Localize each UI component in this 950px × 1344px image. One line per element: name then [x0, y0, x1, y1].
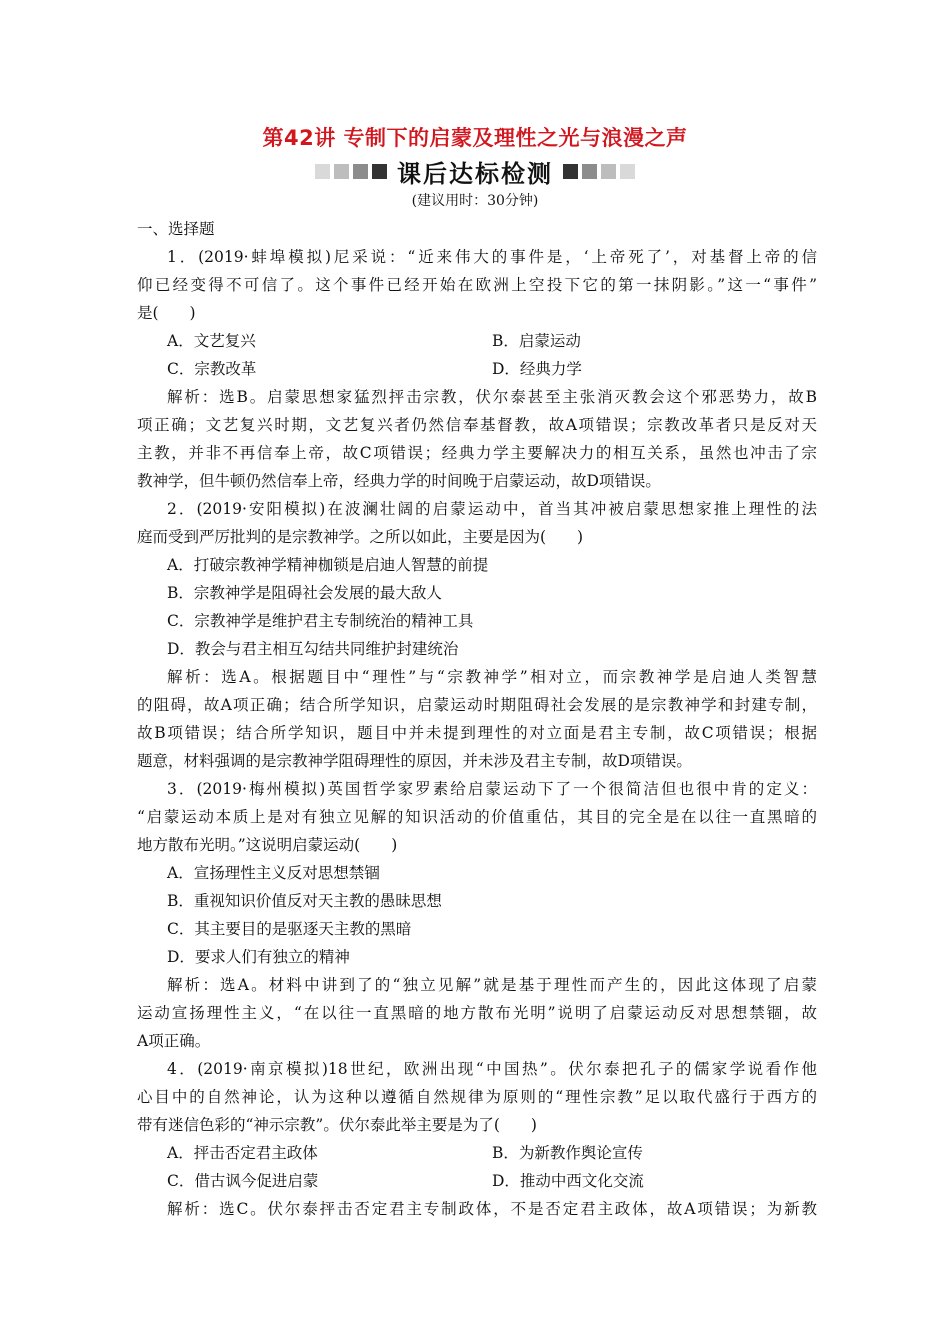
section-banner — [0, 156, 950, 186]
question-3-analysis: 解析：选A。材料中讲到了的“独立见解”就是基于理性而产生的，因此这体现了启蒙 — [167, 976, 817, 994]
banner-title: 课后达标检测 — [397, 159, 553, 188]
question-1-analysis: 解析：选B。启蒙思想家猛烈抨击宗教，伏尔泰甚至主张消灭教会这个邪恶势力，故B — [167, 388, 817, 406]
question-2-analysis: 的阻碍，故A项正确；结合所学知识，启蒙运动时期阻碍社会发展的是宗教神学和封建专制， — [137, 696, 817, 714]
option-b: B．启蒙运动 — [492, 332, 581, 350]
banner-decoration-left — [315, 164, 387, 179]
question-1-analysis: 教神学，但牛顿仍然信奉上帝，经典力学的时间晚于启蒙运动，故D项错误。 — [137, 472, 661, 490]
question-3-text: 地方散布光明。”这说明启蒙运动( ) — [137, 836, 398, 854]
question-1-analysis: 项正确；文艺复兴时期，文艺复兴者仍然信奉基督教，故A项错误；宗教改革者只是反对天 — [137, 416, 817, 434]
question-1-text: 仰已经变得不可信了。这个事件已经开始在欧洲上空投下它的第一抹阴影。”这一“事件” — [137, 276, 817, 294]
option-d: D．经典力学 — [492, 360, 582, 378]
question-4-text: 带有迷信色彩的“神示宗教”。伏尔泰此举主要是为了( ) — [137, 1116, 537, 1134]
option-a: A．抨击否定君主政体 — [167, 1144, 318, 1162]
suggested-time: (建议用时：30分钟) — [411, 193, 539, 209]
question-1-analysis: 主教，并非不再信奉上帝，故C项错误；经典力学主要解决力的相互关系，虽然也冲击了宗 — [137, 444, 817, 462]
question-2-analysis: 故B项错误；结合所学知识，题目中并未提到理性的对立面是君主专制，故C项错误；根据 — [137, 724, 817, 742]
option-c: C．其主要目的是驱逐天主教的黑暗 — [167, 920, 412, 938]
option-a: A．打破宗教神学精神枷锁是启迪人智慧的前提 — [167, 556, 489, 574]
question-4-text: 心目中的自然神论，认为这种以遵循自然规律为原则的“理性宗教”足以取代盛行于西方的 — [137, 1088, 817, 1106]
question-content — [137, 215, 817, 1223]
question-1-text: 1．(2019·蚌埠模拟)尼采说：“近来伟大的事件是，‘上帝死了’，对基督上帝的信 — [167, 248, 817, 266]
option-a: A．宣扬理性主义反对思想禁锢 — [167, 864, 380, 882]
question-4-analysis: 解析：选C。伏尔泰抨击否定君主专制政体，不是否定君主政体，故A项错误；为新教 — [167, 1200, 817, 1218]
option-d: D．推动中西文化交流 — [492, 1172, 644, 1190]
option-b: B．重视知识价值反对天主教的愚昧思想 — [167, 892, 442, 910]
question-3-text: “启蒙运动本质上是对有独立见解的知识活动的价值重估，其目的完全是在以往一直黑暗的 — [137, 808, 817, 826]
question-2-text: 2．(2019·安阳模拟)在波澜壮阔的启蒙运动中，首当其冲被启蒙思想家推上理性的法 — [167, 500, 817, 518]
option-a: A．文艺复兴 — [167, 332, 256, 350]
question-3-analysis: 运动宣扬理性主义，“在以往一直黑暗的地方散布光明”说明了启蒙运动反对思想禁锢，故 — [137, 1004, 817, 1022]
banner-decoration-right — [563, 164, 635, 179]
option-c: C．宗教神学是维护君主专制统治的精神工具 — [167, 612, 474, 630]
question-1-text: 是( ) — [137, 304, 196, 322]
option-c: C．借古讽今促进启蒙 — [167, 1172, 319, 1190]
question-2-text: 庭而受到严厉批判的是宗教神学。之所以如此，主要是因为( ) — [137, 528, 584, 546]
option-c: C．宗教改革 — [167, 360, 257, 378]
question-3-analysis: A项正确。 — [137, 1032, 211, 1050]
section-heading: 一、选择题 — [137, 220, 215, 238]
question-1-options-row — [137, 355, 817, 383]
option-b: B．为新教作舆论宣传 — [492, 1144, 643, 1162]
option-d: D．教会与君主相互勾结共同维护封建统治 — [167, 640, 459, 658]
option-b: B．宗教神学是阻碍社会发展的最大敌人 — [167, 584, 442, 602]
lesson-title: 第42讲 专制下的启蒙及理性之光与浪漫之声 — [262, 126, 688, 150]
question-3-text: 3．(2019·梅州模拟)英国哲学家罗素给启蒙运动下了一个很简洁但也很中肯的定义： — [167, 780, 817, 798]
question-2-analysis: 题意，材料强调的是宗教神学阻碍理性的原因，并未涉及君主专制，故D项错误。 — [137, 752, 692, 770]
question-4-options-row — [137, 1167, 817, 1195]
question-4-text: 4．(2019·南京模拟)18世纪，欧洲出现“中国热”。伏尔泰把孔子的儒家学说看作他 — [167, 1060, 817, 1078]
question-2-analysis: 解析：选A。根据题目中“理性”与“宗教神学”相对立，而宗教神学是启迪人类智慧 — [167, 668, 817, 686]
question-1-options-row — [137, 327, 817, 355]
option-d: D．要求人们有独立的精神 — [167, 948, 350, 966]
question-4-options-row — [137, 1139, 817, 1167]
